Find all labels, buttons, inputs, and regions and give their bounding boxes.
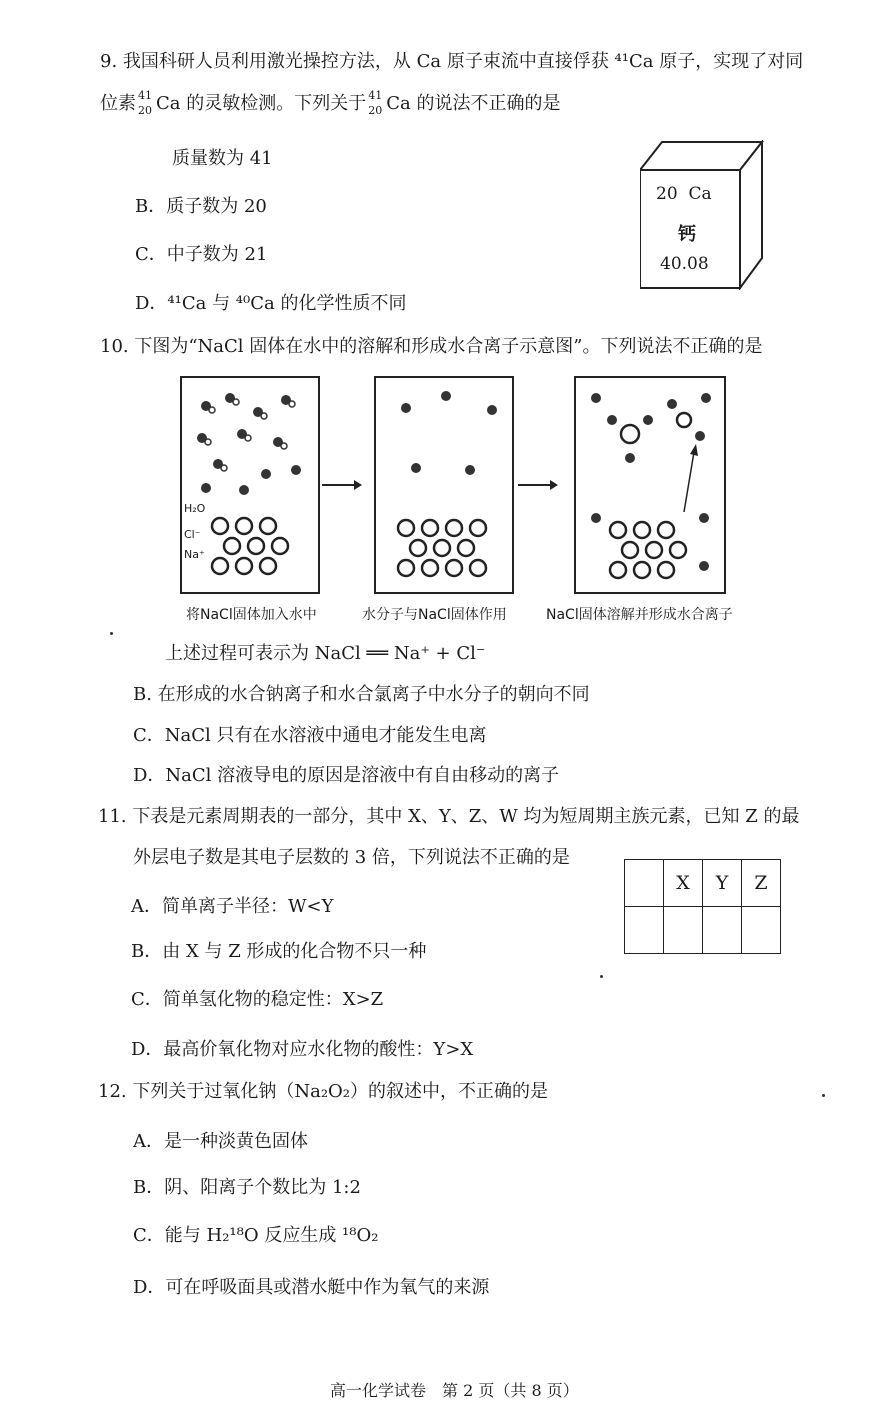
- isotope-z-2: 20: [368, 104, 383, 117]
- element-mass: 40.08: [660, 254, 709, 274]
- element-card-calcium: [640, 140, 780, 290]
- table-cell: [625, 860, 664, 907]
- q11-stem-line2: 外层电子数是其电子层数的 3 倍，下列说法不正确的是: [133, 847, 570, 868]
- q12-option-c: C．能与 H₂¹⁸O 反应生成 ¹⁸O₂: [133, 1225, 379, 1246]
- table-cell-z: Z: [742, 860, 781, 907]
- q9-text-a: 位素: [100, 93, 136, 114]
- q10-option-a: 上述过程可表示为 NaCl ══ Na⁺ + Cl⁻: [165, 643, 486, 664]
- diagram-panel-1: [180, 376, 320, 594]
- table-cell-x: X: [664, 860, 703, 907]
- q9-stem-line1: 9. 我国科研人员利用激光操控方法，从 Ca 原子束流中直接俘获 ⁴¹Ca 原子，实现了对同: [100, 51, 804, 72]
- table-row: [625, 907, 781, 954]
- q10-option-d: D．NaCl 溶液导电的原因是溶液中有自由移动的离子: [133, 765, 560, 786]
- element-name: 钙: [678, 224, 696, 245]
- element-number: 20: [656, 184, 678, 204]
- q11-option-a: A．简单离子半径：W<Y: [131, 896, 334, 917]
- scan-speck: [110, 632, 113, 635]
- q9-option-b: B．质子数为 20: [135, 196, 267, 217]
- q11-option-c: C．简单氢化物的稳定性：X>Z: [131, 989, 384, 1010]
- isotope-mass: 41: [138, 89, 152, 102]
- scan-speck: [600, 975, 603, 978]
- q10-stem: 10. 下图为“NaCl 固体在水中的溶解和形成水合离子示意图”。下列说法不正确的是: [100, 336, 763, 357]
- periodic-table-fragment: [624, 859, 781, 954]
- isotope-z: 20: [138, 104, 152, 117]
- table-cell: [625, 907, 664, 954]
- q10-option-b: B. 在形成的水合钠离子和水合氯离子中水分子的朝向不同: [133, 684, 590, 705]
- q12-stem: 12. 下列关于过氧化钠（Na₂O₂）的叙述中，不正确的是: [98, 1081, 549, 1102]
- table-cell: [742, 907, 781, 954]
- label-cl: Cl⁻: [184, 528, 201, 541]
- caption-1: 将NaCl固体加入水中: [186, 607, 317, 623]
- arrow-icon-2: [518, 476, 558, 495]
- table-cell: [703, 907, 742, 954]
- table-cell-y: Y: [703, 860, 742, 907]
- table-cell: [664, 907, 703, 954]
- q10-option-c: C．NaCl 只有在水溶液中通电才能发生电离: [133, 725, 487, 746]
- q9-option-a: 质量数为 41: [172, 148, 273, 169]
- q9-text-c: Ca 的说法不正确的是: [386, 93, 561, 114]
- page-footer: 高一化学试卷 第 2 页（共 8 页）: [330, 1381, 579, 1400]
- q12-option-a: A．是一种淡黄色固体: [133, 1131, 308, 1152]
- diagram-panel-3: [574, 376, 726, 594]
- isotope-notation-2: [366, 89, 386, 117]
- scan-speck: [822, 1094, 825, 1097]
- element-symbol: Ca: [688, 184, 712, 204]
- arrow-icon: [322, 476, 362, 495]
- q9-option-d: D．⁴¹Ca 与 ⁴⁰Ca 的化学性质不同: [135, 293, 407, 314]
- diagram-panel-2: [374, 376, 514, 594]
- isotope-mass-2: 41: [368, 89, 383, 102]
- hydrated-ions-icon: [576, 378, 724, 592]
- label-h2o: H₂O: [184, 502, 206, 515]
- q12-option-d: D．可在呼吸面具或潜水艇中作为氧气的来源: [133, 1277, 490, 1298]
- label-na: Na⁺: [184, 548, 205, 561]
- q12-option-b: B．阴、阳离子个数比为 1:2: [133, 1177, 361, 1198]
- nacl-lattice: [212, 518, 288, 574]
- water-interaction-icon: [376, 378, 512, 592]
- q9-text-b: Ca 的灵敏检测。下列关于: [156, 93, 367, 114]
- q11-option-d: D．最高价氧化物对应水化物的酸性：Y>X: [131, 1039, 474, 1060]
- q9-option-c: C．中子数为 21: [135, 244, 268, 265]
- q9-stem-line2: [100, 89, 561, 117]
- q11-stem-line1: 11. 下表是元素周期表的一部分，其中 X、Y、Z、W 均为短周期主族元素，已知 Z 的最: [98, 806, 800, 827]
- element-number-symbol: [656, 184, 712, 204]
- isotope-notation: [136, 89, 156, 117]
- table-row: [625, 860, 781, 907]
- q11-option-b: B．由 X 与 Z 形成的化合物不只一种: [131, 941, 427, 962]
- caption-2: 水分子与NaCl固体作用: [362, 607, 507, 623]
- caption-3: NaCl固体溶解并形成水合离子: [546, 607, 733, 623]
